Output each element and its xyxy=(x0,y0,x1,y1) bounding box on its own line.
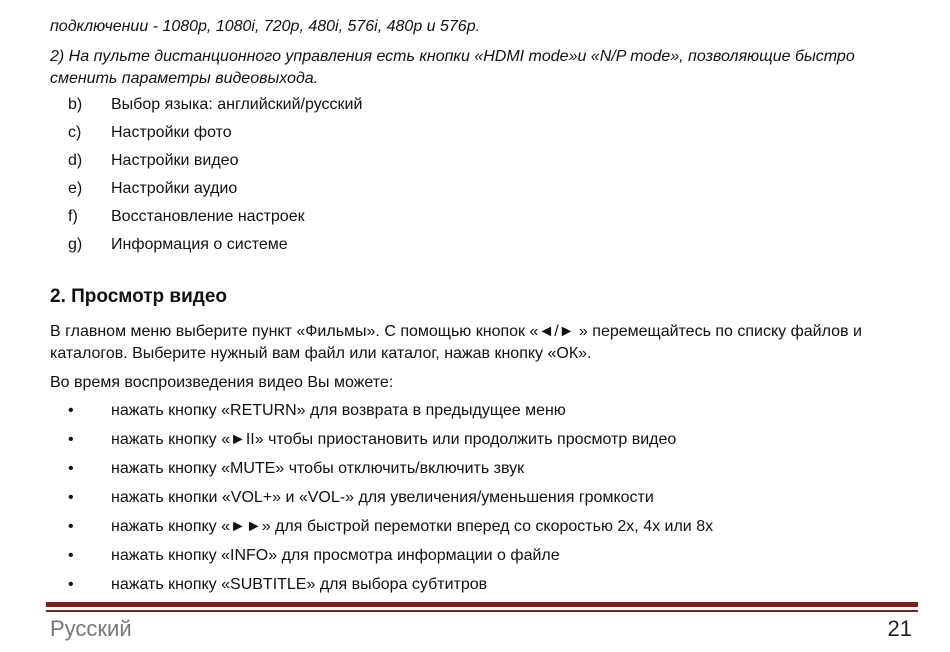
bullet-icon: • xyxy=(68,576,74,593)
section-paragraph-navigation: В главном меню выберите пункт «Фильмы». С помощью кнопок «◄/► » перемещайтесь по списку файлов и каталогов. Выберите нужный вам файл или каталог, нажав кнопку «ОК». xyxy=(50,323,862,362)
bullet-icon: • xyxy=(68,402,74,419)
footer-language: Русский xyxy=(50,616,132,641)
intro-line-resolutions: подключении - 1080р, 1080i, 720p, 480i, 576i, 480p и 576р. xyxy=(50,18,481,35)
sub-item-text: Настройки фото xyxy=(111,124,232,141)
bullet-icon: • xyxy=(68,518,74,535)
sub-item-mark: c) xyxy=(68,124,82,141)
sub-item-text: Восстановление настроек xyxy=(111,208,305,225)
bullet-text: нажать кнопки «VOL+» и «VOL-» для увеличения/уменьшения громкости xyxy=(111,489,654,506)
sub-item-text: Настройки аудио xyxy=(111,180,238,197)
intro-line-remote: 2) На пульте дистанционного управления есть кнопки «HDMI mode»и «N/P mode», позволяющие быстро сменить параметры видеовыхода. xyxy=(50,48,855,87)
bullet-icon: • xyxy=(68,460,74,477)
bullet-text: нажать кнопку «►►» для быстрой перемотки вперед со скоростью 2x, 4x или 8x xyxy=(111,518,714,535)
sub-item-mark: b) xyxy=(68,96,83,113)
bullet-icon: • xyxy=(68,431,74,448)
bullet-text: нажать кнопку «RETURN» для возврата в предыдущее меню xyxy=(111,402,566,419)
sub-item-mark: g) xyxy=(68,236,83,253)
bullet-icon: • xyxy=(68,547,74,564)
sub-item-text: Настройки видео xyxy=(111,152,239,169)
sub-item-mark: e) xyxy=(68,180,83,197)
section-heading: 2. Просмотр видео xyxy=(50,286,228,307)
page-number: 21 xyxy=(887,616,912,641)
sub-item-text: Выбор языка: английский/русский xyxy=(111,96,363,113)
bullet-icon: • xyxy=(68,489,74,506)
section-paragraph-playback: Во время воспроизведения видео Вы можете: xyxy=(50,374,394,391)
bullet-text: нажать кнопку «►II» чтобы приостановить или продолжить просмотр видео xyxy=(111,431,677,448)
bullet-text: нажать кнопку «INFO» для просмотра информации о файле xyxy=(111,547,560,564)
footer-divider-thin xyxy=(46,610,918,612)
sub-item-mark: f) xyxy=(68,208,78,225)
bullet-text: нажать кнопку «MUTE» чтобы отключить/включить звук xyxy=(111,460,525,477)
footer-divider-thick xyxy=(46,602,918,607)
sub-item-mark: d) xyxy=(68,152,83,169)
sub-item-text: Информация о системе xyxy=(111,236,288,253)
bullet-text: нажать кнопку «SUBTITLE» для выбора субтитров xyxy=(111,576,488,593)
